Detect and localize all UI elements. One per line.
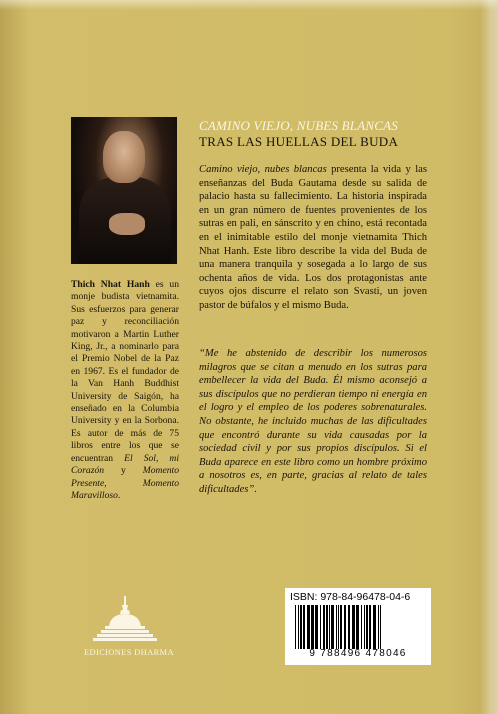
book-subtitle: TRAS LAS HUELLAS DEL BUDA — [199, 134, 399, 149]
author-photo — [71, 117, 177, 264]
author-bio-text-b: y — [104, 465, 143, 477]
barcode-digits: 9 788496 478046 — [309, 648, 407, 659]
isbn-text: ISBN: 978-84-96478-04-6 — [290, 591, 411, 603]
author-bio-text-a: es un monje budista vietnamita. Sus esfuerzos para generar paz y reconciliación motivaron a Martin Luther King, Jr., a nominarlo para el Premio Nobel de la Paz en 1967. Es el fundador de la Van Hanh Buddhist University de Saigón, ha enseñado en la Columbia University y en la Sorbona. Es autor de más de 75 libros entre los que se encuentran — [71, 279, 179, 464]
shrink-wrap-top-edge — [0, 0, 498, 10]
shrink-wrap-right-edge — [480, 0, 498, 714]
author-hands — [109, 213, 145, 235]
description-text: presenta la vida y las enseñanzas del Buda Gautama desde su salida de palacio hasta su fallecimiento. La historia inspirada en un gran número de fuentes provenientes de los sutras en pali, en sánscrito y en chino, está recontada en el inimitable estilo del monje vietnamita Thich Nhat Hanh. Este libro describe la vida del Buda de una manera tranquila y sosegada a lo largo de sus ochenta años de vida. Los dos protagonistas ante cuyos ojos discurre el relato son Svasti, un joven pastor de búfalos y el mismo Buda. — [199, 164, 427, 311]
barcode-panel — [285, 588, 431, 665]
stupa-logo-icon — [91, 596, 159, 642]
description-italic-title: Camino viejo, nubes blancas — [199, 164, 327, 175]
book-description — [199, 163, 427, 313]
author-face — [103, 131, 145, 183]
author-name: Thich Nhat Hanh — [71, 279, 150, 290]
barcode-icon — [293, 605, 427, 649]
author-bio — [71, 279, 179, 502]
author-book-1: El Sol, mi Corazón — [71, 452, 179, 477]
author-quote: “Me he abstenido de describir los numerosos milagros que se citan a menudo en los sutras para embellecer la vida del Buda. Él mismo aconsejó a sus discípulos que no perdieran tiempo ni energía en el logro y el empleo de los poderes sobrenaturales. No obstante, he incluido muchas de las dificultades que encontró durante su vida causadas por la sociedad civil y por sus propios discípulos. Si el Buda aparece en este libro como un hombre próximo a nosotros es, en parte, gracias al relato de tales dificultades”. — [199, 348, 427, 495]
publisher-name: EDICIONES DHARMA — [84, 648, 174, 657]
author-bio-text-c: . — [117, 489, 121, 501]
book-title: CAMINO VIEJO, NUBES BLANCAS — [199, 118, 398, 133]
author-book-2: Momento Presente, Momento Maravilloso — [71, 465, 179, 501]
